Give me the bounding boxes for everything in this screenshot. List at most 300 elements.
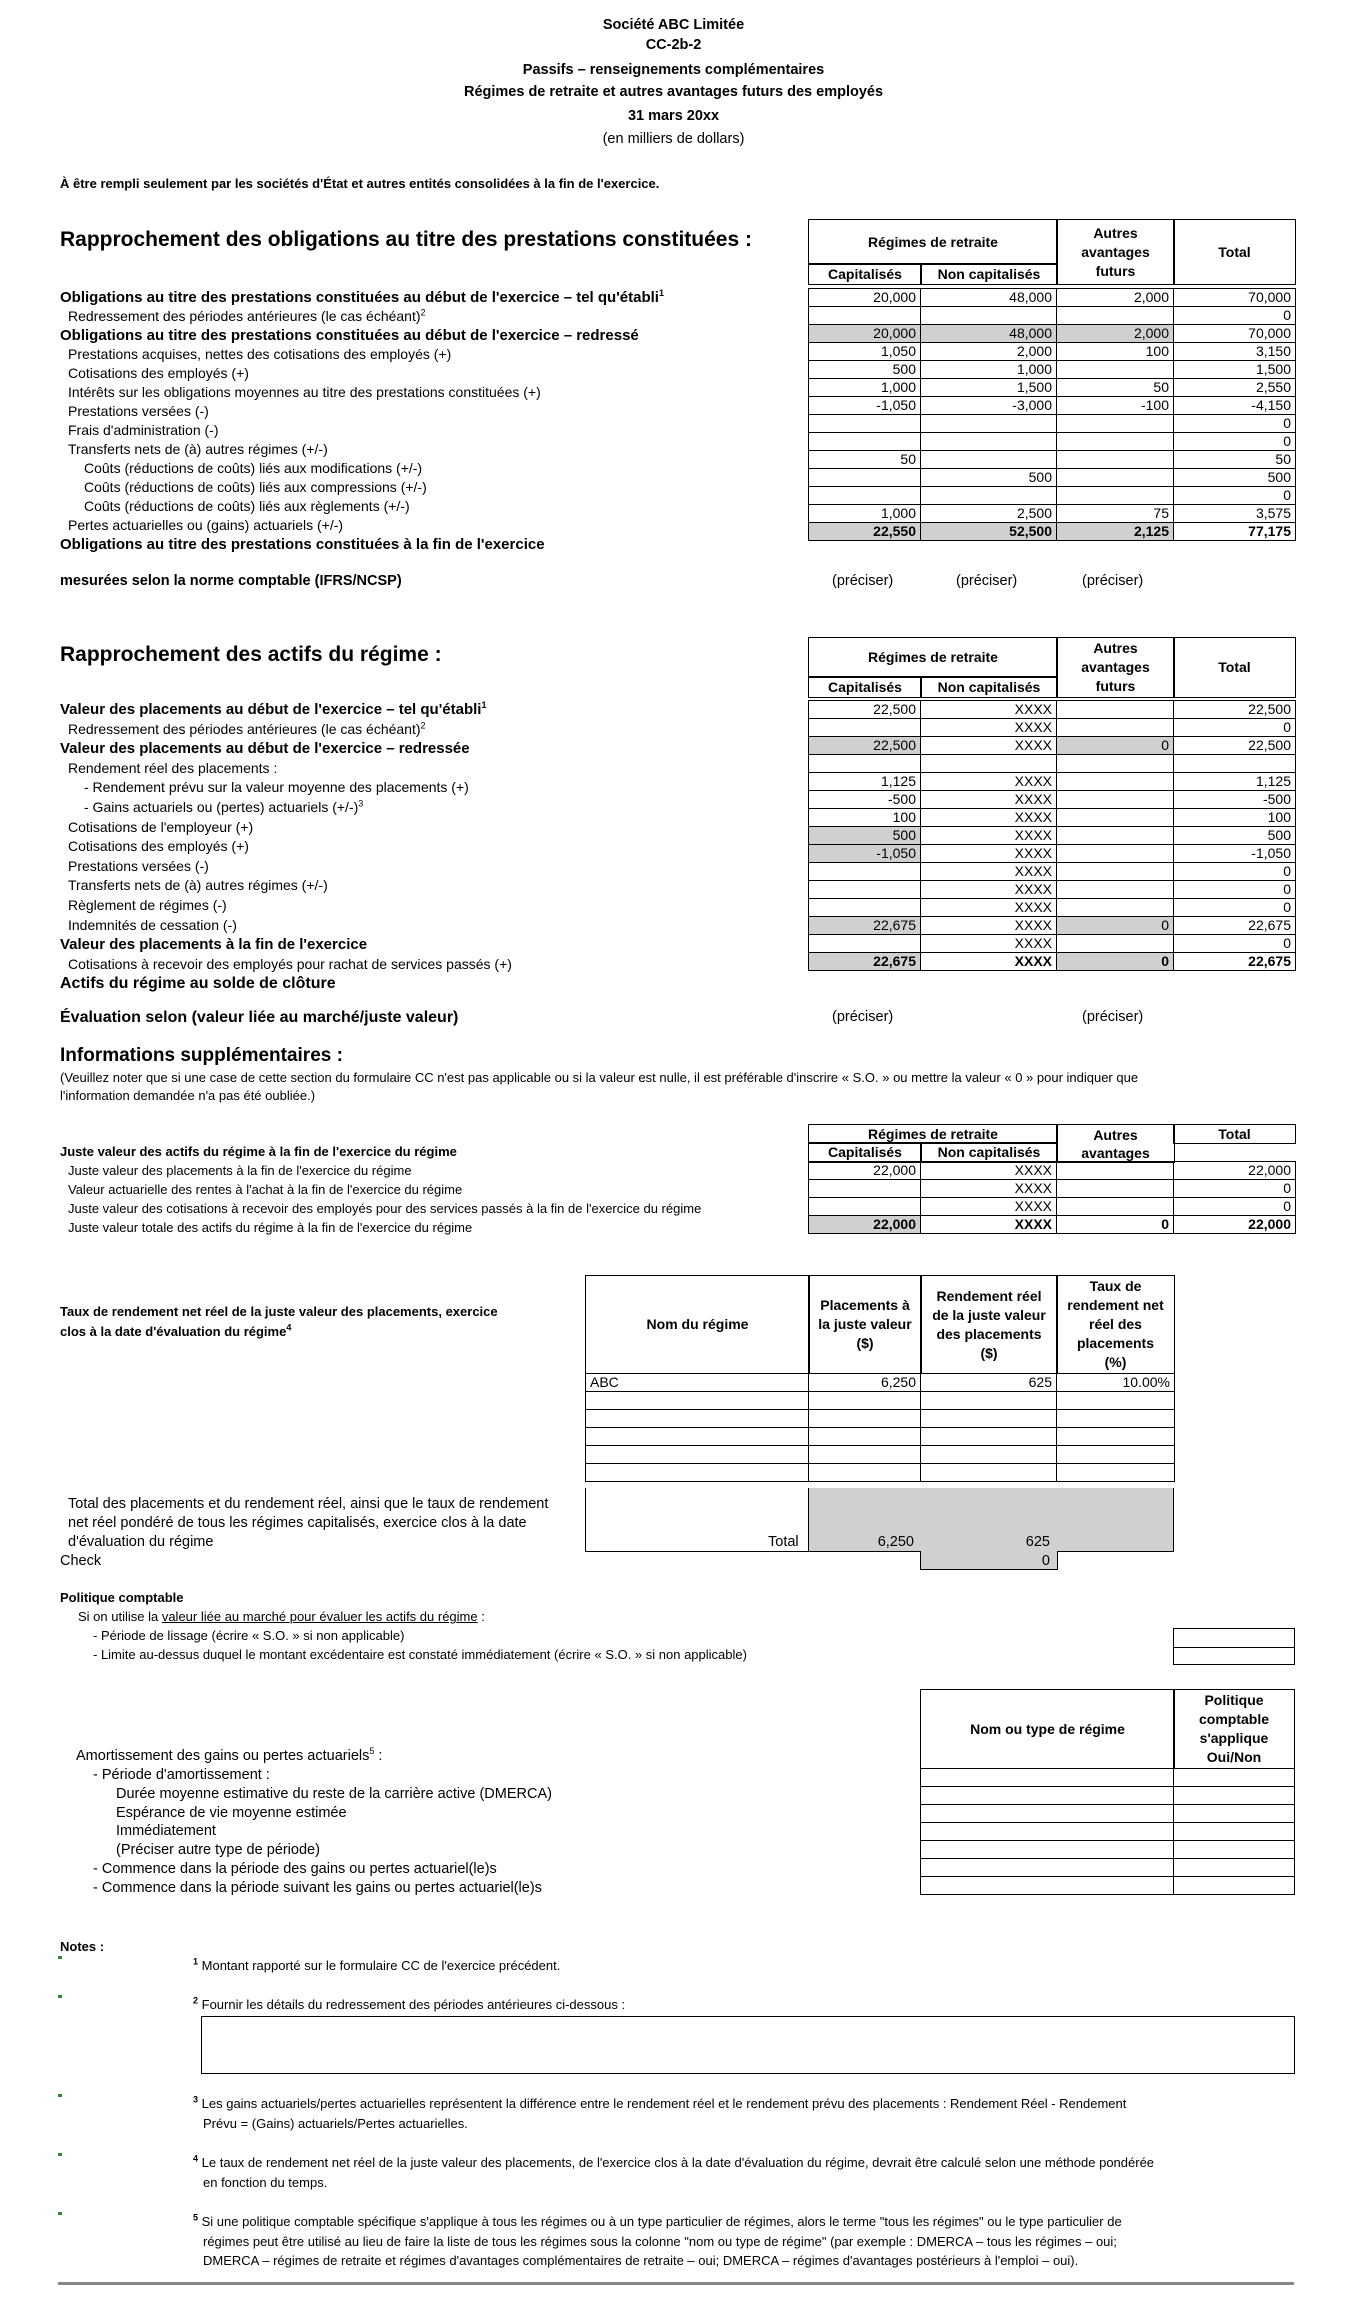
value-cell: 0 [1174, 719, 1296, 737]
fv-unfunded-header: Non capitalisés [920, 1142, 1058, 1163]
returns-title-1: Taux de rendement net réel de la juste valeur des placements, exercice [60, 1304, 498, 1319]
value-cell[interactable]: 2,500 [921, 505, 1057, 523]
applies-cell[interactable] [1174, 1787, 1295, 1805]
fv-other-header: Autres avantages [1056, 1124, 1175, 1163]
returns-total-label: Total [768, 1534, 799, 1550]
plan-type-cell[interactable] [921, 1769, 1174, 1787]
row-label: Prestations acquises, nettes des cotisations des employés (+) [68, 346, 452, 362]
value-cell[interactable]: XXXX [921, 863, 1057, 881]
table-row[interactable] [809, 719, 1296, 737]
policy-item: Immédiatement [116, 1823, 216, 1840]
value-cell: 70,000 [1174, 325, 1296, 343]
table-row[interactable] [809, 505, 1296, 523]
value-cell: 0 [1174, 935, 1296, 953]
value-cell[interactable]: 100 [1057, 343, 1174, 361]
returns-title-2: clos à la date d'évaluation du régime$^4$ [60, 1322, 292, 1339]
cell-marker [58, 1995, 62, 1998]
info-note-line-1: (Veuillez noter que si une case de cette section du formulaire CC n'est pas applicable ou si la valeur est nulle, il est préférable d'inscrire « S.O. » ou mettre la valeur « 0 » pour indiquer que [60, 1070, 1139, 1085]
table-row[interactable] [809, 701, 1296, 719]
instruction: À être rempli seulement par les sociétés d'État et autres entités consolidées à la fin de l'exercice. [60, 176, 660, 191]
funded-header: Capitalisés [808, 263, 922, 285]
value-cell[interactable]: XXXX [921, 737, 1057, 755]
plan-type-cell[interactable] [921, 1787, 1174, 1805]
value-cell[interactable] [1057, 307, 1174, 325]
value-cell[interactable] [809, 863, 921, 881]
applies-cell[interactable] [1174, 1841, 1295, 1859]
value-cell[interactable]: XXXX [921, 1216, 1057, 1234]
note-5-cont-2: DMERCA – régimes de retraite et régimes d'avantages complémentaires de retraite – oui; DMERCA – régimes d'avantages postérieurs à l'emploi – oui). [203, 2253, 1079, 2268]
value-cell[interactable] [1057, 881, 1174, 899]
value-cell[interactable] [1057, 755, 1174, 773]
value-cell[interactable] [1057, 899, 1174, 917]
value-cell[interactable]: -1,050 [809, 397, 921, 415]
value-cell[interactable]: XXXX [921, 773, 1057, 791]
value-cell[interactable] [1057, 827, 1174, 845]
row-label: Valeur des placements au début de l'exercice – redressée [60, 740, 470, 758]
value-cell[interactable]: XXXX [921, 953, 1057, 971]
value-cell[interactable]: 2,000 [921, 343, 1057, 361]
value-cell: 22,500 [1174, 701, 1296, 719]
row-label: Cotisations à recevoir des employés pour rachat de services passés (+) [68, 955, 512, 972]
value-cell[interactable]: 22,675 [809, 917, 921, 935]
report-date: 31 mars 20xx [627, 108, 720, 124]
returns-total-text-1: Total des placements et du rendement réel, ainsi que le taux de rendement [68, 1496, 549, 1512]
value-cell[interactable]: XXXX [921, 719, 1057, 737]
value-cell: 100 [1174, 809, 1296, 827]
table-row[interactable] [809, 487, 1296, 505]
policy-item: Durée moyenne estimative du reste de la carrière active (DMERCA) [116, 1785, 552, 1802]
policy-line-1: Si on utilise la valeur liée au marché pour évaluer les actifs du régime : [78, 1609, 485, 1624]
value-cell[interactable]: 0 [1057, 953, 1174, 971]
plan-type-cell[interactable] [921, 1823, 1174, 1841]
value-cell[interactable] [1057, 863, 1174, 881]
policy-item: - Commence dans la période suivant les gains ou pertes actuariel(le)s [93, 1879, 542, 1896]
assets-title: Rapprochement des actifs du régime : [60, 643, 442, 666]
note-3-cont: Prévu = (Gains) actuariels/Pertes actuarielles. [203, 2116, 468, 2131]
value-cell[interactable]: 0 [1057, 1216, 1174, 1234]
table-row[interactable] [809, 343, 1296, 361]
notes-title: Notes : [60, 1939, 105, 1954]
row-label: Transferts nets de (à) autres régimes (+/-) [68, 877, 328, 894]
pension-header: Régimes de retraite [808, 219, 1058, 265]
fair-value-header: Placements à la juste valeur ($) [808, 1275, 922, 1374]
returns-row[interactable] [586, 1428, 1175, 1446]
value-cell: 0 [1174, 307, 1296, 325]
value-cell[interactable]: 75 [1057, 505, 1174, 523]
value-cell[interactable] [1057, 1180, 1174, 1198]
note-4: $^4$ Le taux de rendement net réel de la juste valeur des placements, de l'exercice clos à la date d'évaluation du régime, devrait être calculé selon une méthode pondérée [193, 2153, 1155, 2170]
value-cell[interactable]: 2,000 [1057, 325, 1174, 343]
value-cell: -1,050 [1174, 845, 1296, 863]
value-cell[interactable]: 500 [809, 827, 921, 845]
value-cell[interactable] [921, 415, 1057, 433]
note-5-cont-1: régimes peut être utilisé au lieu de faire la liste de tous les régimes sous la colonne "nom ou type de régime" (par exemple : DMERCA – tous les régimes – oui; [203, 2234, 1117, 2249]
applies-cell[interactable] [1174, 1769, 1295, 1787]
value-cell: 500 [1174, 827, 1296, 845]
value-cell[interactable]: -1,050 [809, 845, 921, 863]
value-cell[interactable] [1057, 1198, 1174, 1216]
row-label: Règlement de régimes (-) [68, 897, 227, 913]
applies-cell[interactable] [1174, 1805, 1295, 1823]
policy-item: (Préciser autre type de période) [116, 1842, 320, 1859]
policy-applies-header: Politique comptable s'applique Oui/Non [1173, 1689, 1295, 1769]
table-row[interactable] [809, 361, 1296, 379]
value-cell[interactable]: 22,550 [809, 523, 921, 541]
row-label: Actifs du régime au solde de clôture [60, 975, 336, 993]
amortization-label: Amortissement des gains ou pertes actuariels$^5$ : [76, 1746, 383, 1764]
assets-table [808, 700, 1296, 971]
note-5: $^5$ Si une politique comptable spécifique s'applique à tous les régimes ou à un type particulier de régimes, alors le terme "tous les régimes" ou le type particulier de [193, 2212, 1122, 2229]
value-cell: 0 [1174, 863, 1296, 881]
value-cell[interactable]: 1,000 [809, 505, 921, 523]
table-row[interactable] [809, 899, 1296, 917]
company-name: Société ABC Limitée [602, 17, 745, 33]
value-cell: 0 [1174, 1180, 1296, 1198]
value-cell[interactable]: 1,050 [809, 343, 921, 361]
row-label: Prestations versées (-) [68, 857, 209, 874]
value-cell[interactable]: 52,500 [921, 523, 1057, 541]
table-row[interactable] [809, 397, 1296, 415]
table-row[interactable] [809, 809, 1296, 827]
form-code: CC-2b-2 [645, 37, 702, 53]
assets-unfunded-header: Non capitalisés [920, 676, 1058, 698]
info-title: Informations supplémentaires : [60, 1045, 343, 1066]
value-cell[interactable]: XXXX [921, 791, 1057, 809]
value-cell[interactable]: 20,000 [809, 325, 921, 343]
value-cell[interactable]: XXXX [921, 881, 1057, 899]
info-note-line-2: l'information demandée n'a pas été oubliée.) [60, 1088, 316, 1103]
value-cell[interactable] [1057, 773, 1174, 791]
value-cell[interactable] [921, 755, 1057, 773]
value-cell: 500 [1174, 469, 1296, 487]
value-cell[interactable] [809, 1180, 921, 1198]
value-cell[interactable] [809, 307, 921, 325]
table-row[interactable] [809, 523, 1296, 541]
assets-funded-header: Capitalisés [808, 676, 922, 698]
policy-row[interactable] [921, 1787, 1295, 1805]
value-cell[interactable]: XXXX [921, 827, 1057, 845]
policy-item: - Période d'amortissement : [93, 1767, 270, 1783]
value-cell[interactable] [809, 935, 921, 953]
title-line-2: Régimes de retraite et autres avantages futurs des employés [463, 84, 884, 100]
fv-funded-header: Capitalisés [808, 1142, 922, 1163]
row-label: Coûts (réductions de coûts) liés aux règlements (+/-) [84, 498, 410, 514]
policy-row[interactable] [921, 1877, 1295, 1895]
row-label: Transferts nets de (à) autres régimes (+/-) [68, 441, 328, 457]
value-cell[interactable] [1057, 415, 1174, 433]
value-cell[interactable] [1057, 433, 1174, 451]
value-cell[interactable] [921, 433, 1057, 451]
value-cell[interactable] [1057, 809, 1174, 827]
policy-line-2: - Période de lissage (écrire « S.O. » si non applicable) [93, 1628, 405, 1643]
table-row[interactable] [809, 379, 1296, 397]
row-label: Pertes actuarielles ou (gains) actuariels (+/-) [68, 517, 344, 533]
value-cell[interactable] [1057, 469, 1174, 487]
value-cell[interactable]: 22,500 [809, 701, 921, 719]
obligations-table [808, 288, 1296, 541]
plan-type-header: Nom ou type de régime [920, 1689, 1175, 1769]
value-cell: 50 [1174, 451, 1296, 469]
table-row[interactable] [809, 1162, 1296, 1180]
table-row[interactable] [809, 1198, 1296, 1216]
value-cell[interactable]: 48,000 [921, 289, 1057, 307]
row-label: Redressement des périodes antérieures (le cas échéant)$^2$ [68, 719, 426, 737]
plan-type-cell[interactable] [921, 1805, 1174, 1823]
value-cell[interactable]: XXXX [921, 809, 1057, 827]
preciser-funded[interactable]: (préciser) [832, 573, 894, 589]
returns-row[interactable] [586, 1446, 1175, 1464]
value-cell[interactable] [809, 469, 921, 487]
table-row[interactable] [809, 307, 1296, 325]
plan-type-cell[interactable] [921, 1877, 1174, 1895]
applies-cell[interactable] [1174, 1859, 1295, 1877]
table-row[interactable] [809, 881, 1296, 899]
returns-table [585, 1373, 1175, 1482]
value-cell[interactable]: 1,000 [921, 361, 1057, 379]
value-cell[interactable] [1057, 719, 1174, 737]
plan-type-cell[interactable] [921, 1841, 1174, 1859]
value-cell[interactable]: 1,500 [921, 379, 1057, 397]
fv-row-label: Juste valeur des placements à la fin de l'exercice du régime [68, 1163, 412, 1178]
value-cell[interactable] [1057, 935, 1174, 953]
value-cell[interactable]: 0 [1057, 917, 1174, 935]
value-cell: 77,175 [1174, 523, 1296, 541]
plan-type-cell[interactable] [921, 1859, 1174, 1877]
value-cell: -4,150 [1174, 397, 1296, 415]
returns-row[interactable] [586, 1410, 1175, 1428]
table-row[interactable] [809, 935, 1296, 953]
policy-item: - Commence dans la période des gains ou pertes actuariel(le)s [93, 1861, 497, 1877]
restatement-details-box[interactable] [201, 2016, 1295, 2074]
value-cell[interactable] [809, 433, 921, 451]
value-cell[interactable] [1057, 487, 1174, 505]
cell-marker [58, 2153, 62, 2156]
returns-row[interactable] [586, 1392, 1175, 1410]
value-cell[interactable]: 22,675 [809, 953, 921, 971]
value-cell: 0 [1174, 881, 1296, 899]
value-cell[interactable]: XXXX [921, 1162, 1057, 1180]
unfunded-header: Non capitalisés [920, 263, 1058, 285]
value-cell: 0 [1174, 1198, 1296, 1216]
row-label: Valeur des placements au début de l'exercice – tel qu'établi$^1$ [60, 700, 487, 718]
row-label: Frais d'administration (-) [68, 422, 219, 438]
value-cell[interactable]: 48,000 [921, 325, 1057, 343]
value-cell[interactable] [921, 487, 1057, 505]
table-row[interactable] [809, 433, 1296, 451]
value-cell[interactable] [809, 899, 921, 917]
cell-marker [58, 1956, 62, 1959]
value-cell[interactable]: 20,000 [809, 289, 921, 307]
fv-row-label: Juste valeur des cotisations à recevoir des employés pour des services passés à la fin de l'exercice du régime [68, 1201, 702, 1216]
table-row[interactable] [809, 469, 1296, 487]
fv-row-label: Valeur actuarielle des rentes à l'achat à la fin de l'exercice du régime [68, 1182, 463, 1197]
table-row[interactable] [809, 863, 1296, 881]
value-cell[interactable]: XXXX [921, 917, 1057, 935]
value-cell: 1,500 [1174, 361, 1296, 379]
fv-total-header: Total [1173, 1124, 1296, 1144]
policy-row[interactable] [921, 1823, 1295, 1841]
value-cell[interactable] [1057, 361, 1174, 379]
return-cell[interactable]: 625 [921, 1374, 1057, 1392]
value-cell[interactable] [809, 881, 921, 899]
eval-preciser-other[interactable]: (préciser) [1082, 1009, 1144, 1025]
value-cell[interactable]: 22,000 [809, 1162, 921, 1180]
value-cell[interactable]: XXXX [921, 1180, 1057, 1198]
total-header: Total [1173, 219, 1296, 285]
row-label: Coûts (réductions de coûts) liés aux modifications (+/-) [84, 460, 423, 476]
value-cell[interactable] [1057, 451, 1174, 469]
other-benefits-header: Autres avantages futurs [1056, 219, 1175, 285]
returns-row[interactable] [586, 1374, 1175, 1392]
value-cell: 22,500 [1174, 737, 1296, 755]
returns-row[interactable] [586, 1464, 1175, 1482]
value-cell[interactable]: 500 [809, 361, 921, 379]
policy-line-3: - Limite au-dessus duquel le montant excédentaire est constaté immédiatement (écrire « S.O. » si non applicable) [93, 1647, 747, 1662]
check-value: 0 [1041, 1553, 1050, 1569]
obligations-title: Rapprochement des obligations au titre des prestations constituées : [60, 228, 752, 251]
table-row[interactable] [809, 451, 1296, 469]
obligations-end-label-2: mesurées selon la norme comptable (IFRS/NCSP) [60, 573, 402, 589]
table-row[interactable] [809, 737, 1296, 755]
value-cell[interactable]: 50 [809, 451, 921, 469]
row-label: Indemnités de cessation (-) [68, 916, 237, 933]
cell-marker [58, 2094, 62, 2097]
value-cell[interactable]: XXXX [921, 1198, 1057, 1216]
bottom-rule [58, 2282, 1294, 2285]
row-label: Coûts (réductions de coûts) liés aux compressions (+/-) [84, 479, 427, 495]
value-cell: 22,675 [1174, 953, 1296, 971]
table-row[interactable] [809, 1180, 1296, 1198]
rate-header: Taux de rendement net réel des placements (%) [1056, 1275, 1175, 1374]
check-label: Check [60, 1553, 102, 1569]
value-cell[interactable]: 22,500 [809, 737, 921, 755]
value-cell[interactable]: XXXX [921, 701, 1057, 719]
value-cell: 0 [1174, 433, 1296, 451]
value-cell[interactable]: 0 [1057, 737, 1174, 755]
value-cell[interactable] [809, 755, 921, 773]
policy-row[interactable] [921, 1841, 1295, 1859]
row-label: Cotisations des employés (+) [68, 838, 249, 855]
preciser-other[interactable]: (préciser) [1082, 573, 1144, 589]
row-label: - Rendement prévu sur la valeur moyenne des placements (+) [84, 779, 469, 796]
returns-total-text-2: net réel pondéré de tous les régimes capitalisés, exercice clos à la date [68, 1515, 527, 1531]
row-label: Cotisations des employés (+) [68, 365, 249, 381]
value-cell[interactable]: 2,000 [1057, 289, 1174, 307]
value-cell[interactable]: XXXX [921, 845, 1057, 863]
value-cell[interactable]: XXXX [921, 899, 1057, 917]
value-cell[interactable] [1057, 845, 1174, 863]
table-row[interactable] [809, 773, 1296, 791]
row-label: Prestations versées (-) [68, 403, 209, 419]
row-label: Redressement des périodes antérieures (le cas échéant)$^2$ [68, 307, 426, 324]
value-cell[interactable]: -100 [1057, 397, 1174, 415]
table-row[interactable] [809, 289, 1296, 307]
value-cell[interactable]: 1,125 [809, 773, 921, 791]
note-1: $^1$ Montant rapporté sur le formulaire CC de l'exercice précédent. [193, 1956, 561, 1973]
value-cell[interactable] [1057, 701, 1174, 719]
value-cell[interactable]: 22,000 [809, 1216, 921, 1234]
smoothing-period-input[interactable] [1173, 1628, 1295, 1648]
value-cell: 22,675 [1174, 917, 1296, 935]
assets-total-header: Total [1173, 637, 1296, 698]
fair-value-cell[interactable]: 6,250 [809, 1374, 921, 1392]
policy-title: Politique comptable [60, 1590, 184, 1605]
table-row[interactable] [809, 755, 1296, 773]
value-cell[interactable]: 50 [1057, 379, 1174, 397]
table-row[interactable] [809, 791, 1296, 809]
value-cell: 0 [1174, 487, 1296, 505]
table-row[interactable] [809, 325, 1296, 343]
value-cell[interactable] [1057, 791, 1174, 809]
value-cell[interactable] [809, 719, 921, 737]
fv-pension-header: Régimes de retraite [808, 1124, 1058, 1144]
total-rate-cell [1056, 1488, 1174, 1552]
row-label: Cotisations de l'employeur (+) [68, 818, 254, 835]
units-note: (en milliers de dollars) [602, 131, 745, 147]
value-cell: 22,000 [1174, 1162, 1296, 1180]
returns-total-text-3: d'évaluation du régime [68, 1534, 214, 1550]
applies-cell[interactable] [1174, 1823, 1295, 1841]
actual-return-header: Rendement réel de la juste valeur des placements ($) [920, 1275, 1058, 1374]
total-fv-value: 6,250 [877, 1534, 914, 1550]
policy-row[interactable] [921, 1769, 1295, 1787]
value-cell: 70,000 [1174, 289, 1296, 307]
eval-preciser-funded[interactable]: (préciser) [832, 1009, 894, 1025]
table-row[interactable] [809, 845, 1296, 863]
policy-row[interactable] [921, 1805, 1295, 1823]
table-row[interactable] [809, 827, 1296, 845]
value-cell[interactable] [1057, 1162, 1174, 1180]
total-return-value: 625 [1025, 1534, 1050, 1550]
table-row[interactable] [809, 953, 1296, 971]
value-cell[interactable]: 500 [921, 469, 1057, 487]
value-cell[interactable] [809, 1198, 921, 1216]
table-row[interactable] [809, 917, 1296, 935]
value-cell: 3,575 [1174, 505, 1296, 523]
value-cell: 2,550 [1174, 379, 1296, 397]
fv-title: Juste valeur des actifs du régime à la fin de l'exercice du régime [60, 1144, 457, 1159]
table-row[interactable] [809, 415, 1296, 433]
limit-input[interactable] [1173, 1646, 1295, 1665]
value-cell[interactable]: 2,125 [1057, 523, 1174, 541]
value-cell[interactable] [809, 415, 921, 433]
rate-cell: 10.00% [1057, 1374, 1175, 1392]
row-label: Intérêts sur les obligations moyennes au titre des prestations constituées (+) [68, 384, 541, 400]
value-cell: -500 [1174, 791, 1296, 809]
value-cell[interactable] [809, 487, 921, 505]
plan-name-cell[interactable]: ABC [586, 1374, 809, 1392]
row-label: Obligations au titre des prestations constituées au début de l'exercice – tel qu'établi$^1$ [60, 288, 664, 306]
cell-marker [58, 2212, 62, 2215]
value-cell[interactable] [921, 307, 1057, 325]
policy-item: Espérance de vie moyenne estimée [116, 1804, 347, 1821]
table-row[interactable] [809, 1216, 1296, 1234]
value-cell: 22,000 [1174, 1216, 1296, 1234]
value-cell: 1,125 [1174, 773, 1296, 791]
applies-cell[interactable] [1174, 1877, 1295, 1895]
value-cell[interactable]: -500 [809, 791, 921, 809]
value-cell[interactable]: 1,000 [809, 379, 921, 397]
row-label: Valeur des placements à la fin de l'exercice [60, 936, 368, 954]
preciser-unfunded[interactable]: (préciser) [956, 573, 1018, 589]
value-cell[interactable]: XXXX [921, 935, 1057, 953]
value-cell[interactable] [921, 451, 1057, 469]
plan-name-header: Nom du régime [585, 1275, 810, 1374]
value-cell[interactable]: -3,000 [921, 397, 1057, 415]
row-label: Obligations au titre des prestations constituées au début de l'exercice – redressé [60, 327, 639, 344]
value-cell[interactable]: 100 [809, 809, 921, 827]
policy-row[interactable] [921, 1859, 1295, 1877]
